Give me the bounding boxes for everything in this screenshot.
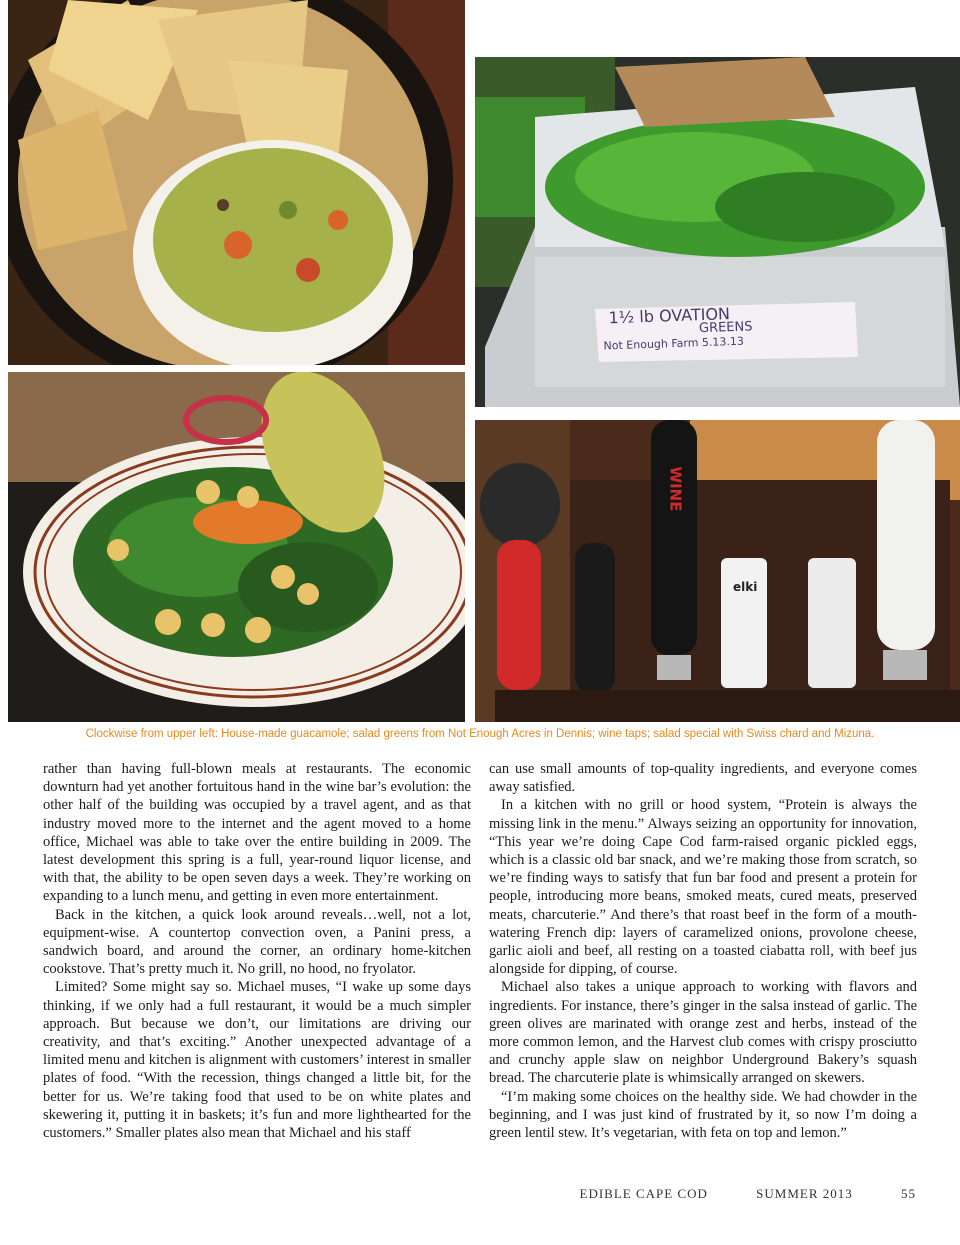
article-right-column bbox=[489, 760, 917, 1142]
salad-special-photo bbox=[8, 372, 465, 722]
article-left-column bbox=[43, 760, 471, 1142]
article-paragraph: Limited? Some might say so. Michael muses, “I wake up some days thinking, if we only had a full restaurant, it would be a much simpler approach. But because we don’t, our limitations are driving our creativity, and that’s exciting.” Another unexpected advantage of a limited menu and kitchen is alignment with customers’ interest in smaller plates of food. “With the recession, things changed a little bit, for the better for us. We’re taking food that used to be on white plates and skewering it, putting it in baskets; it’s fun and more lighthearted for the customers.” Smaller plates also mean that Michael and his staff bbox=[43, 979, 471, 1142]
tap-label-wine: WINE bbox=[666, 466, 685, 512]
page-number: 55 bbox=[901, 1186, 916, 1201]
article-paragraph: rather than having full-blown meals at restaurants. The economic downturn had yet another fortuitous hand in the wine bar’s evolution: the other half of the building was occupied by a travel agent, and as that industry moved more to the internet and the agent moved to a home office, Michael was able to take over the entire building in 2009. The latest development this spring is a full, year-round liquor license, and with that, the ability to be open seven days a week. They’re working on expanding to a lunch menu, and getting in even more entertainment. bbox=[43, 761, 471, 905]
article-paragraph: Back in the kitchen, a quick look around reveals…well, not a lot, equipment-wise. A countertop convection oven, a Panini press, a sandwich board, and around the corner, an ordinary home-kitchen cookstove. That’s pretty much it. No grill, no hood, no fryolator. bbox=[43, 906, 471, 978]
guacamole-photo bbox=[8, 0, 465, 365]
page-footer bbox=[580, 1186, 917, 1202]
magazine-name: EDIBLE CAPE COD bbox=[579, 1186, 708, 1201]
article-paragraph: In a kitchen with no grill or hood system, “Protein is always the missing link in the menu.” Always seizing an opportunity for innovation, “This year we’re doing Cape Cod farm-raised organic pickled eggs, which is a classic old bar snack, and we’re making those from scratch, so we’re finding ways to satisfy that fun bar food and present a protein for people, introducing more beans, smoked meats, cured meats, preserved meats, charcuterie.” And there’s that roast beef in the form of a mouth-watering French dip: layers of caramelized onions, provolone cheese, garlic aioli and beef, all resting on a toasted ciabatta roll, with beef jus alongside for dipping, of course. bbox=[489, 797, 917, 978]
photo-caption: Clockwise from upper left: House-made guacamole; salad greens from Not Enough Acres in Dennis; wine taps; salad special with Swiss chard and Mizuna. bbox=[85, 728, 875, 740]
greens-label-line-3: Not Enough Farm 5.13.13 bbox=[603, 334, 745, 353]
wine-taps-photo bbox=[475, 420, 960, 722]
tap-label-elki: elki bbox=[733, 580, 758, 594]
greens-label-line-2: GREENS bbox=[698, 319, 753, 337]
salad-greens-photo bbox=[475, 57, 960, 407]
article-paragraph: can use small amounts of top-quality ingredients, and everyone comes away satisfied. bbox=[489, 761, 917, 796]
article-paragraph: Michael also takes a unique approach to working with flavors and ingredients. For instance, there’s ginger in the salsa instead of garlic. The green olives are marinated with orange zest and herbs, instead of the more common lemon, and the Harvest club comes with crispy prosciutto and crunchy apple slaw on neighbor Underground Bakery’s squash bread. The charcuterie plate is whimsically arranged on skewers. bbox=[489, 979, 917, 1087]
issue-date: SUMMER 2013 bbox=[756, 1186, 853, 1201]
article-paragraph: “I’m making some choices on the healthy side. We had chowder in the beginning, and I was just kind of frustrated by it, so now I’m doing a green lentil stew. It’s vegetarian, with feta on top and lemon.” bbox=[489, 1088, 917, 1142]
greens-label-line-1: 1½ lb OVATION bbox=[608, 304, 731, 328]
